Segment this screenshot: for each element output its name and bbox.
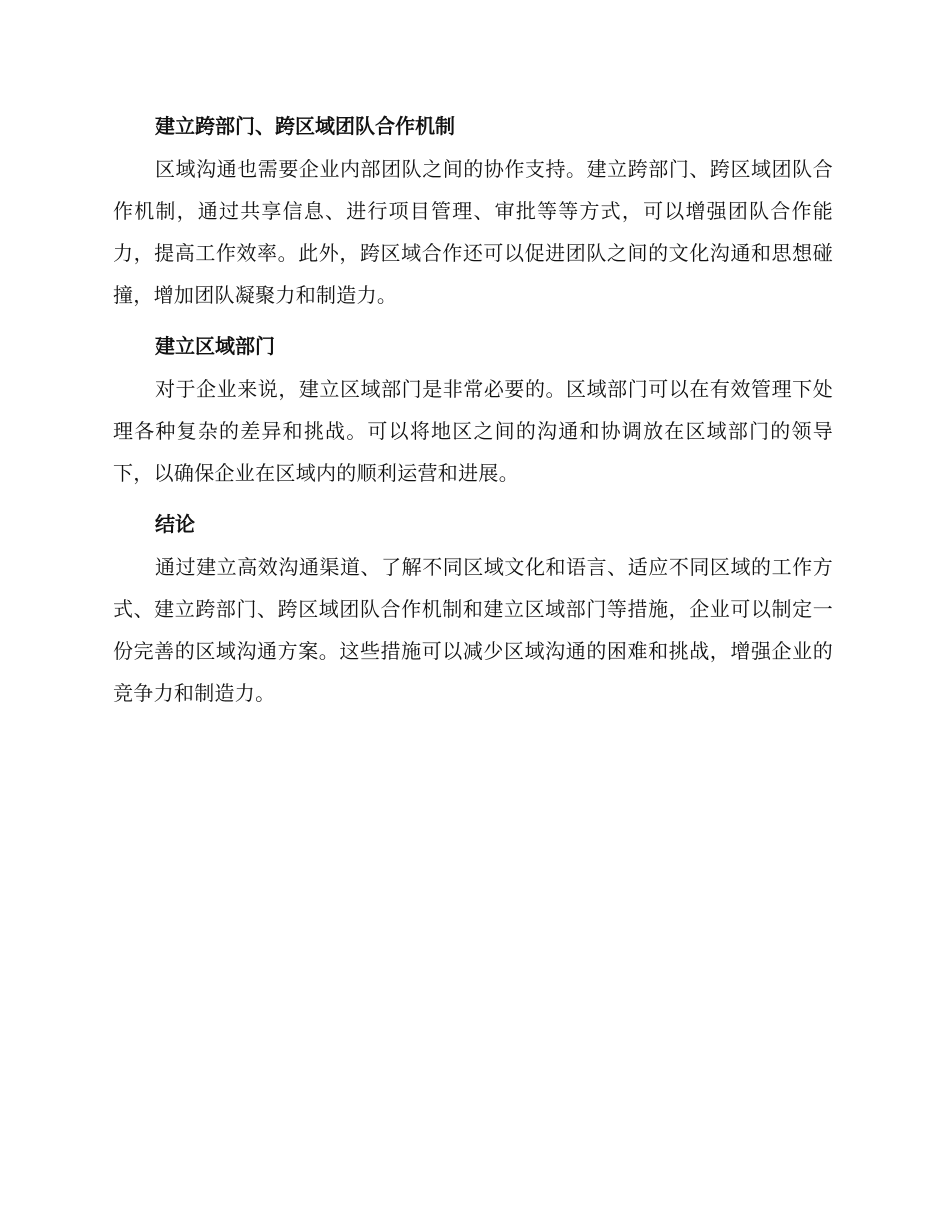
section-heading-regional-department: 建立区域部门 [155,334,275,358]
section-paragraph-cross-department-cooperation: 区域沟通也需要企业内部团队之间的协作支持。建立跨部门、跨区域团队合作机制，通过共享信息、进行项目管理、审批等等方式，可以增强团队合作能力，提高工作效率。此外，跨区域合作还可以促进团队之间的文化沟通和思想碰撞，增加团队凝聚力和制造力。 [113,157,833,307]
section-paragraph-regional-department: 对于企业来说，建立区域部门是非常必要的。区域部门可以在有效管理下处理各种复杂的差异和挑战。可以将地区之间的沟通和协调放在区域部门的领导下，以确保企业在区域内的顺利运营和进展。 [113,377,833,485]
section-paragraph-conclusion: 通过建立高效沟通渠道、了解不同区域文化和语言、适应不同区域的工作方式、建立跨部门、跨区域团队合作机制和建立区域部门等措施，企业可以制定一份完善的区域沟通方案。这些措施可以减少区域沟通的困难和挑战，增强企业的竞争力和制造力。 [113,555,833,705]
section-heading-cross-department-cooperation: 建立跨部门、跨区域团队合作机制 [155,114,455,138]
document-page [113,104,833,722]
section-heading-conclusion: 结论 [155,512,195,536]
